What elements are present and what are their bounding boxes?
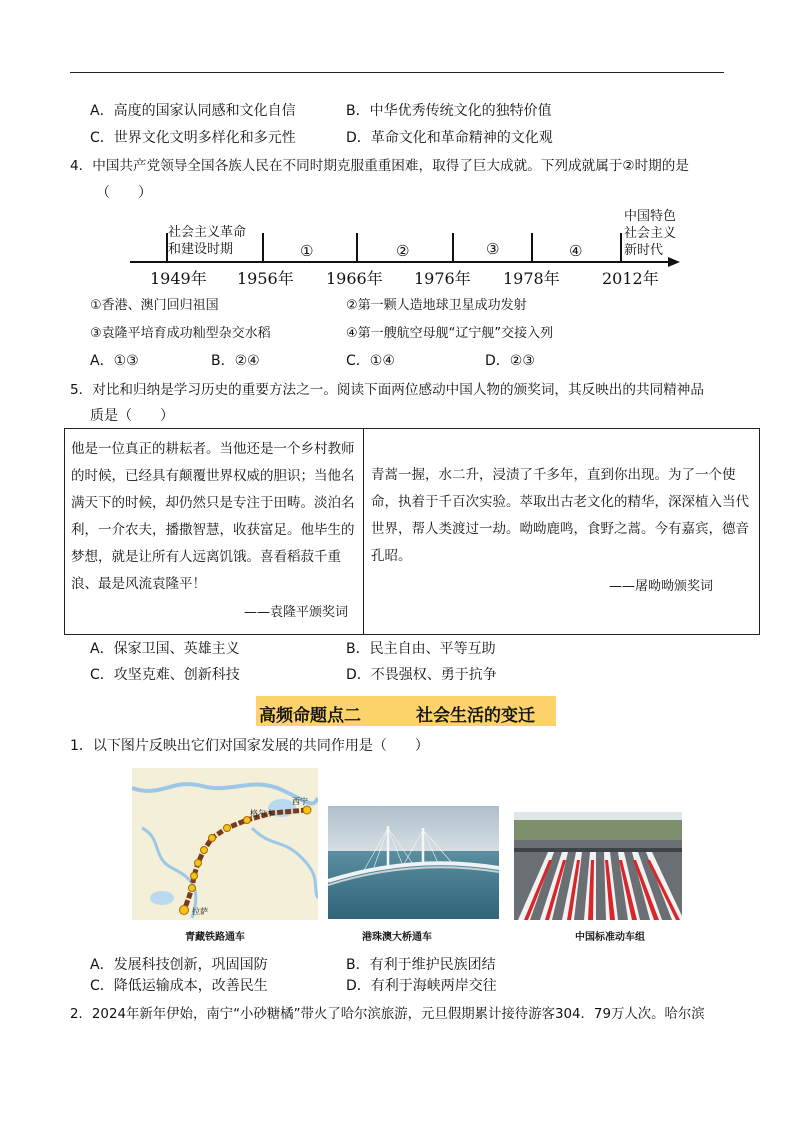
section-title: 社会生活的变迁 (416, 706, 535, 726)
timeline-year-1956: 1956年 (237, 269, 294, 288)
caption-bridge: 港珠澳大桥通车 (362, 932, 432, 943)
q4-item-2: ②第一颗人造地球卫星成功发射 (346, 298, 527, 313)
q5-option-c: C．攻坚克难、创新科技 (90, 667, 240, 683)
timeline-segment-2: ② (396, 242, 410, 260)
qinghai-tibet-railway-map (132, 768, 318, 920)
q4-item-4: ④第一艘航空母舰“辽宁舰”交接入列 (346, 326, 554, 341)
q4-option-a: A．①③ (90, 353, 139, 369)
quote-yuan-longping: 他是一位真正的耕耘者。当他还是一个乡村教师的时候，已经具有颠覆世界权威的胆识；当他名满天下的时候，却仍然只是专注于田畴。淡泊名利，一介农夫，播撒智慧，收获富足。他毕生的梦想，就是让所有人远离饥饿。喜看稻菽千重浪、最是风流袁隆平！ (71, 441, 355, 592)
q4-answer-paren: （ ） (96, 185, 152, 201)
s2q2-stem: 2．2024年新年伊始，南宁“小砂糖橘”带火了哈尔滨旅游，元旦假期累计接待游客304．79万人次。哈尔滨 (70, 1007, 705, 1022)
timeline-end-period-line2: 社会主义 (624, 226, 677, 241)
map-label-lhasa: 拉萨 (192, 907, 208, 916)
q4-item-3: ③袁隆平培育成功籼型杂交水稻 (90, 326, 271, 341)
map-label-xining: 西宁 (292, 797, 308, 806)
quote-yuan-longping-source: ——袁隆平颁奖词 (244, 605, 349, 620)
timeline-year-1978: 1978年 (503, 269, 560, 288)
q5-option-d: D．不畏强权、勇于抗争 (346, 667, 497, 683)
timeline-year-2012: 2012年 (602, 269, 659, 288)
q3-option-d: D．革命文化和革命精神的文化观 (346, 130, 553, 146)
q5-option-a: A．保家卫国、英雄主义 (90, 641, 240, 657)
timeline-year-1949: 1949年 (150, 269, 207, 288)
q4-stem: 4．中国共产党领导全国各族人民在不同时期克服重重困难，取得了巨大成就。下列成就属于②时期的是 (70, 158, 689, 174)
q4-option-c: C．①④ (346, 353, 395, 369)
timeline-end-period-line1: 中国特色 (624, 209, 677, 224)
quote-table-divider (363, 428, 364, 634)
q4-item-1: ①香港、澳门回归祖国 (90, 298, 219, 313)
q3-option-c: C．世界文化文明多样化和多元性 (90, 130, 296, 146)
timeline-year-1976: 1976年 (414, 269, 471, 288)
q4-option-b: B．②④ (211, 353, 260, 369)
caption-railway: 青藏铁路通车 (185, 932, 245, 943)
caption-emu: 中国标准动车组 (575, 932, 645, 943)
q3-option-b: B．中华优秀传统文化的独特价值 (346, 103, 552, 119)
quote-tu-youyou: 青蒿一握，水二升，浸渍了千多年，直到你出现。为了一个使命，执着于千百次实验。萃取出古老文化的精华，深深植入当代世界，帮人类渡过一劫。呦呦鹿鸣，食野之蒿。今有嘉宾，德音孔昭。 (371, 467, 749, 564)
quote-tu-youyou-source: ——屠呦呦颁奖词 (609, 579, 714, 594)
s2q1-option-b: B．有利于维护民族团结 (346, 957, 496, 973)
timeline-segment-4: ④ (569, 242, 583, 260)
q5-stem-line2: 质是（ ） (90, 408, 174, 424)
timeline-start-period-line1: 社会主义革命 (168, 225, 247, 240)
s2q1-stem: 1．以下图片反映出它们对国家发展的共同作用是（ ） (70, 738, 429, 754)
emu-trains-photo (514, 812, 682, 920)
timeline-year-1966: 1966年 (326, 269, 383, 288)
q5-stem-line1: 5．对比和归纳是学习历史的重要方法之一。阅读下面两位感动中国人物的颁奖词，其反映出的共同精神品 (70, 382, 704, 398)
timeline-start-period-line2: 和建设时期 (168, 242, 234, 257)
timeline-end-period-line3: 新时代 (624, 243, 664, 258)
s2q1-option-d: D．有利于海峡两岸交往 (346, 978, 497, 994)
section-heading (256, 696, 556, 726)
s2q1-option-a: A．发展科技创新，巩固国防 (90, 957, 268, 973)
timeline-segment-3: ③ (486, 240, 500, 258)
q4-option-d: D．②③ (485, 353, 535, 369)
hzmb-bridge-photo (328, 806, 499, 919)
s2q1-option-c: C．降低运输成本，改善民生 (90, 978, 268, 994)
q3-option-a: A．高度的国家认同感和文化自信 (90, 103, 296, 119)
map-label-golmud: 格尔木 (250, 809, 274, 818)
section-label: 高频命题点二 (259, 706, 361, 726)
q5-option-b: B．民主自由、平等互助 (346, 641, 496, 657)
timeline-segment-1: ① (300, 242, 314, 260)
header-rule (70, 72, 724, 73)
